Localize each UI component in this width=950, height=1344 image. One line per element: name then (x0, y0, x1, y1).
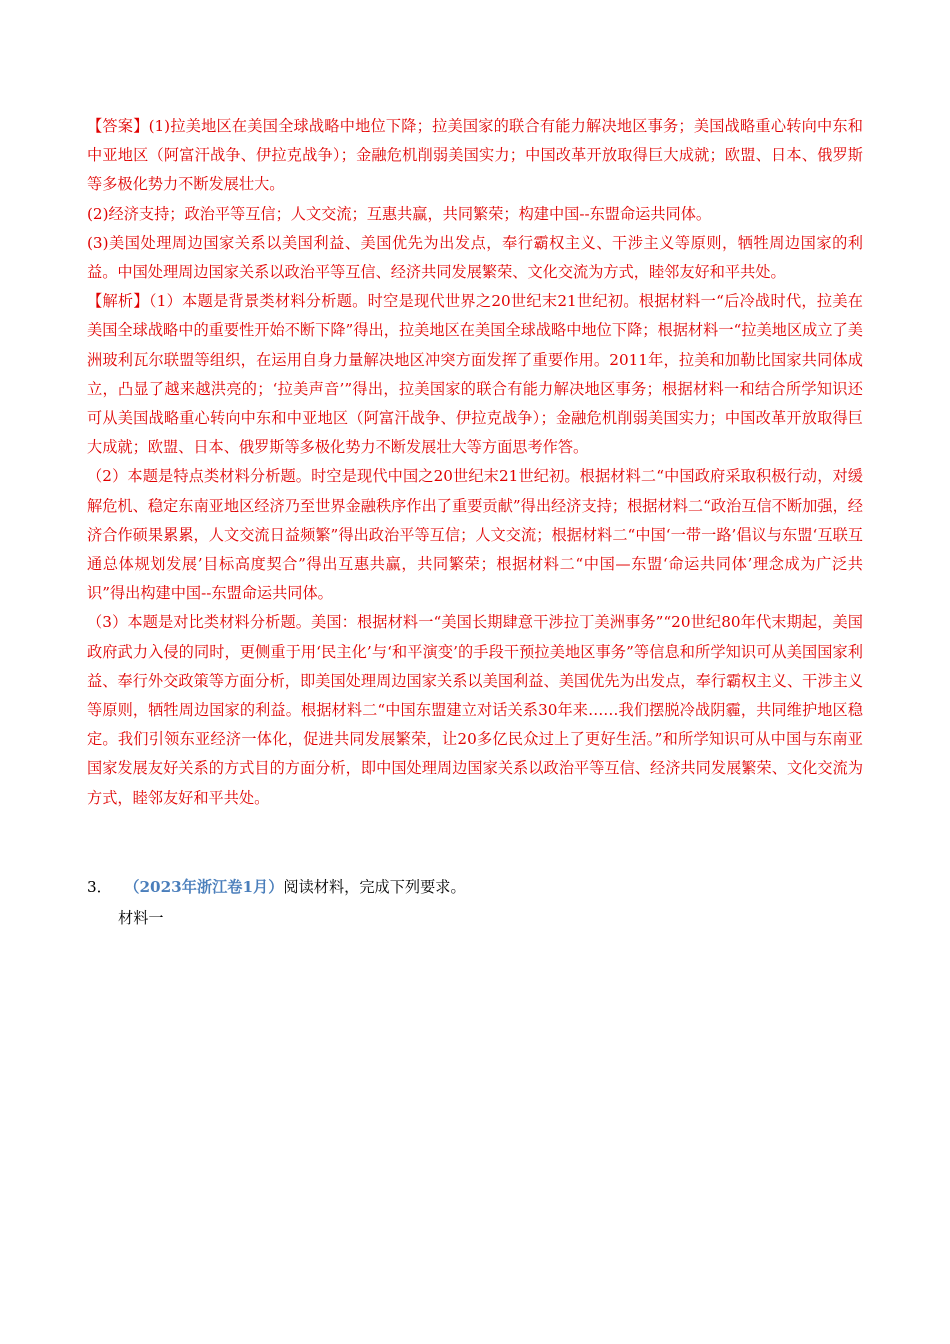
question-header (87, 873, 466, 902)
answer-paragraph-2: (2)经济支持；政治平等互信；人文交流；互惠共赢，共同繁荣；构建中国--东盟命运共同体。 (87, 204, 712, 223)
analysis-paragraph-3: （3）本题是对比类材料分析题。美国：根据材料一“美国长期肆意干涉拉丁美洲事务”“20世纪80年代末期起，美国政府武力入侵的同时，更侧重于用‘民主化’与‘和平演变’的手段干预拉美地区事务”等信息和所学知识可从美国国家利益、奉行外交政策等方面分析，即美国处理周边国家关系以美国利益、美国优先为出发点，奉行霸权主义、干涉主义等原则，牺牲周边国家的利益。根据材料二“中国东盟建立对话关系30年来……我们摆脱冷战阴霾，共同维护地区稳定。我们引领东亚经济一体化，促进共同发展繁荣，让20多亿民众过上了更好生活。”和所学知识可从中国与东南亚国家发展友好关系的方式目的方面分析，即中国处理周边国家关系以政治平等互信、经济共同发展繁荣、文化交流为方式，睦邻友好和平共处。 (87, 613, 863, 807)
analysis-paragraph-2: （2）本题是特点类材料分析题。时空是现代中国之20世纪末21世纪初。根据材料二“中国政府采取积极行动，对缓解危机、稳定东南亚地区经济乃至世界金融秩序作出了重要贡献”得出经济支持；根据材料二“政治互信不断加强，经济合作硕果累累，人文交流日益频繁”得出政治平等互信；人文交流；根据材料二“中国‘一带一路’倡议与东盟‘互联互通总体规划发展’目标高度契合”得出互惠共赢，共同繁荣；根据材料二“中国—东盟‘命运共同体’理念成为广泛共识”得出构建中国--东盟命运共同体。 (87, 467, 863, 603)
answer-paragraph-3: (3)美国处理周边国家关系以美国利益、美国优先为出发点，奉行霸权主义、干涉主义等原则，牺牲周边国家的利益。中国处理周边国家关系以政治平等互信、经济共同发展繁荣、文化交流为方式，睦邻友好和平共处。 (87, 233, 863, 282)
material-label: 材料一 (118, 909, 164, 927)
question-number: 3． (87, 878, 112, 896)
question-source: （2023年浙江卷1月） (131, 878, 284, 896)
question-text: 阅读材料，完成下列要求。 (283, 878, 466, 896)
answer-analysis-block (87, 112, 863, 813)
answer-paragraph-1: 【答案】(1)拉美地区在美国全球战略中地位下降；拉美国家的联合有能力解决地区事务；美国战略重心转向中东和中亚地区（阿富汗战争、伊拉克战争）；金融危机削弱美国实力；中国改革开放取得巨大成就；欧盟、日本、俄罗斯等多极化势力不断发展壮大。 (87, 117, 863, 194)
analysis-paragraph-1: 【解析】（1）本题是背景类材料分析题。时空是现代世界之20世纪末21世纪初。根据材料一“后冷战时代，拉美在美国全球战略中的重要性开始不断下降”得出，拉美地区在美国全球战略中地位下降；根据材料一“拉美地区成立了美洲玻利瓦尔联盟等组织，在运用自身力量解决地区冲突方面发挥了重要作用。2011年，拉美和加勒比国家共同体成立，凸显了越来越洪亮的；‘拉美声音’”得出，拉美国家的联合有能力解决地区事务；根据材料一和结合所学知识还可从美国战略重心转向中东和中亚地区（阿富汗战争、伊拉克战争）；金融危机削弱美国实力；中国改革开放取得巨大成就；欧盟、日本、俄罗斯等多极化势力不断发展壮大等方面思考作答。 (87, 292, 863, 457)
